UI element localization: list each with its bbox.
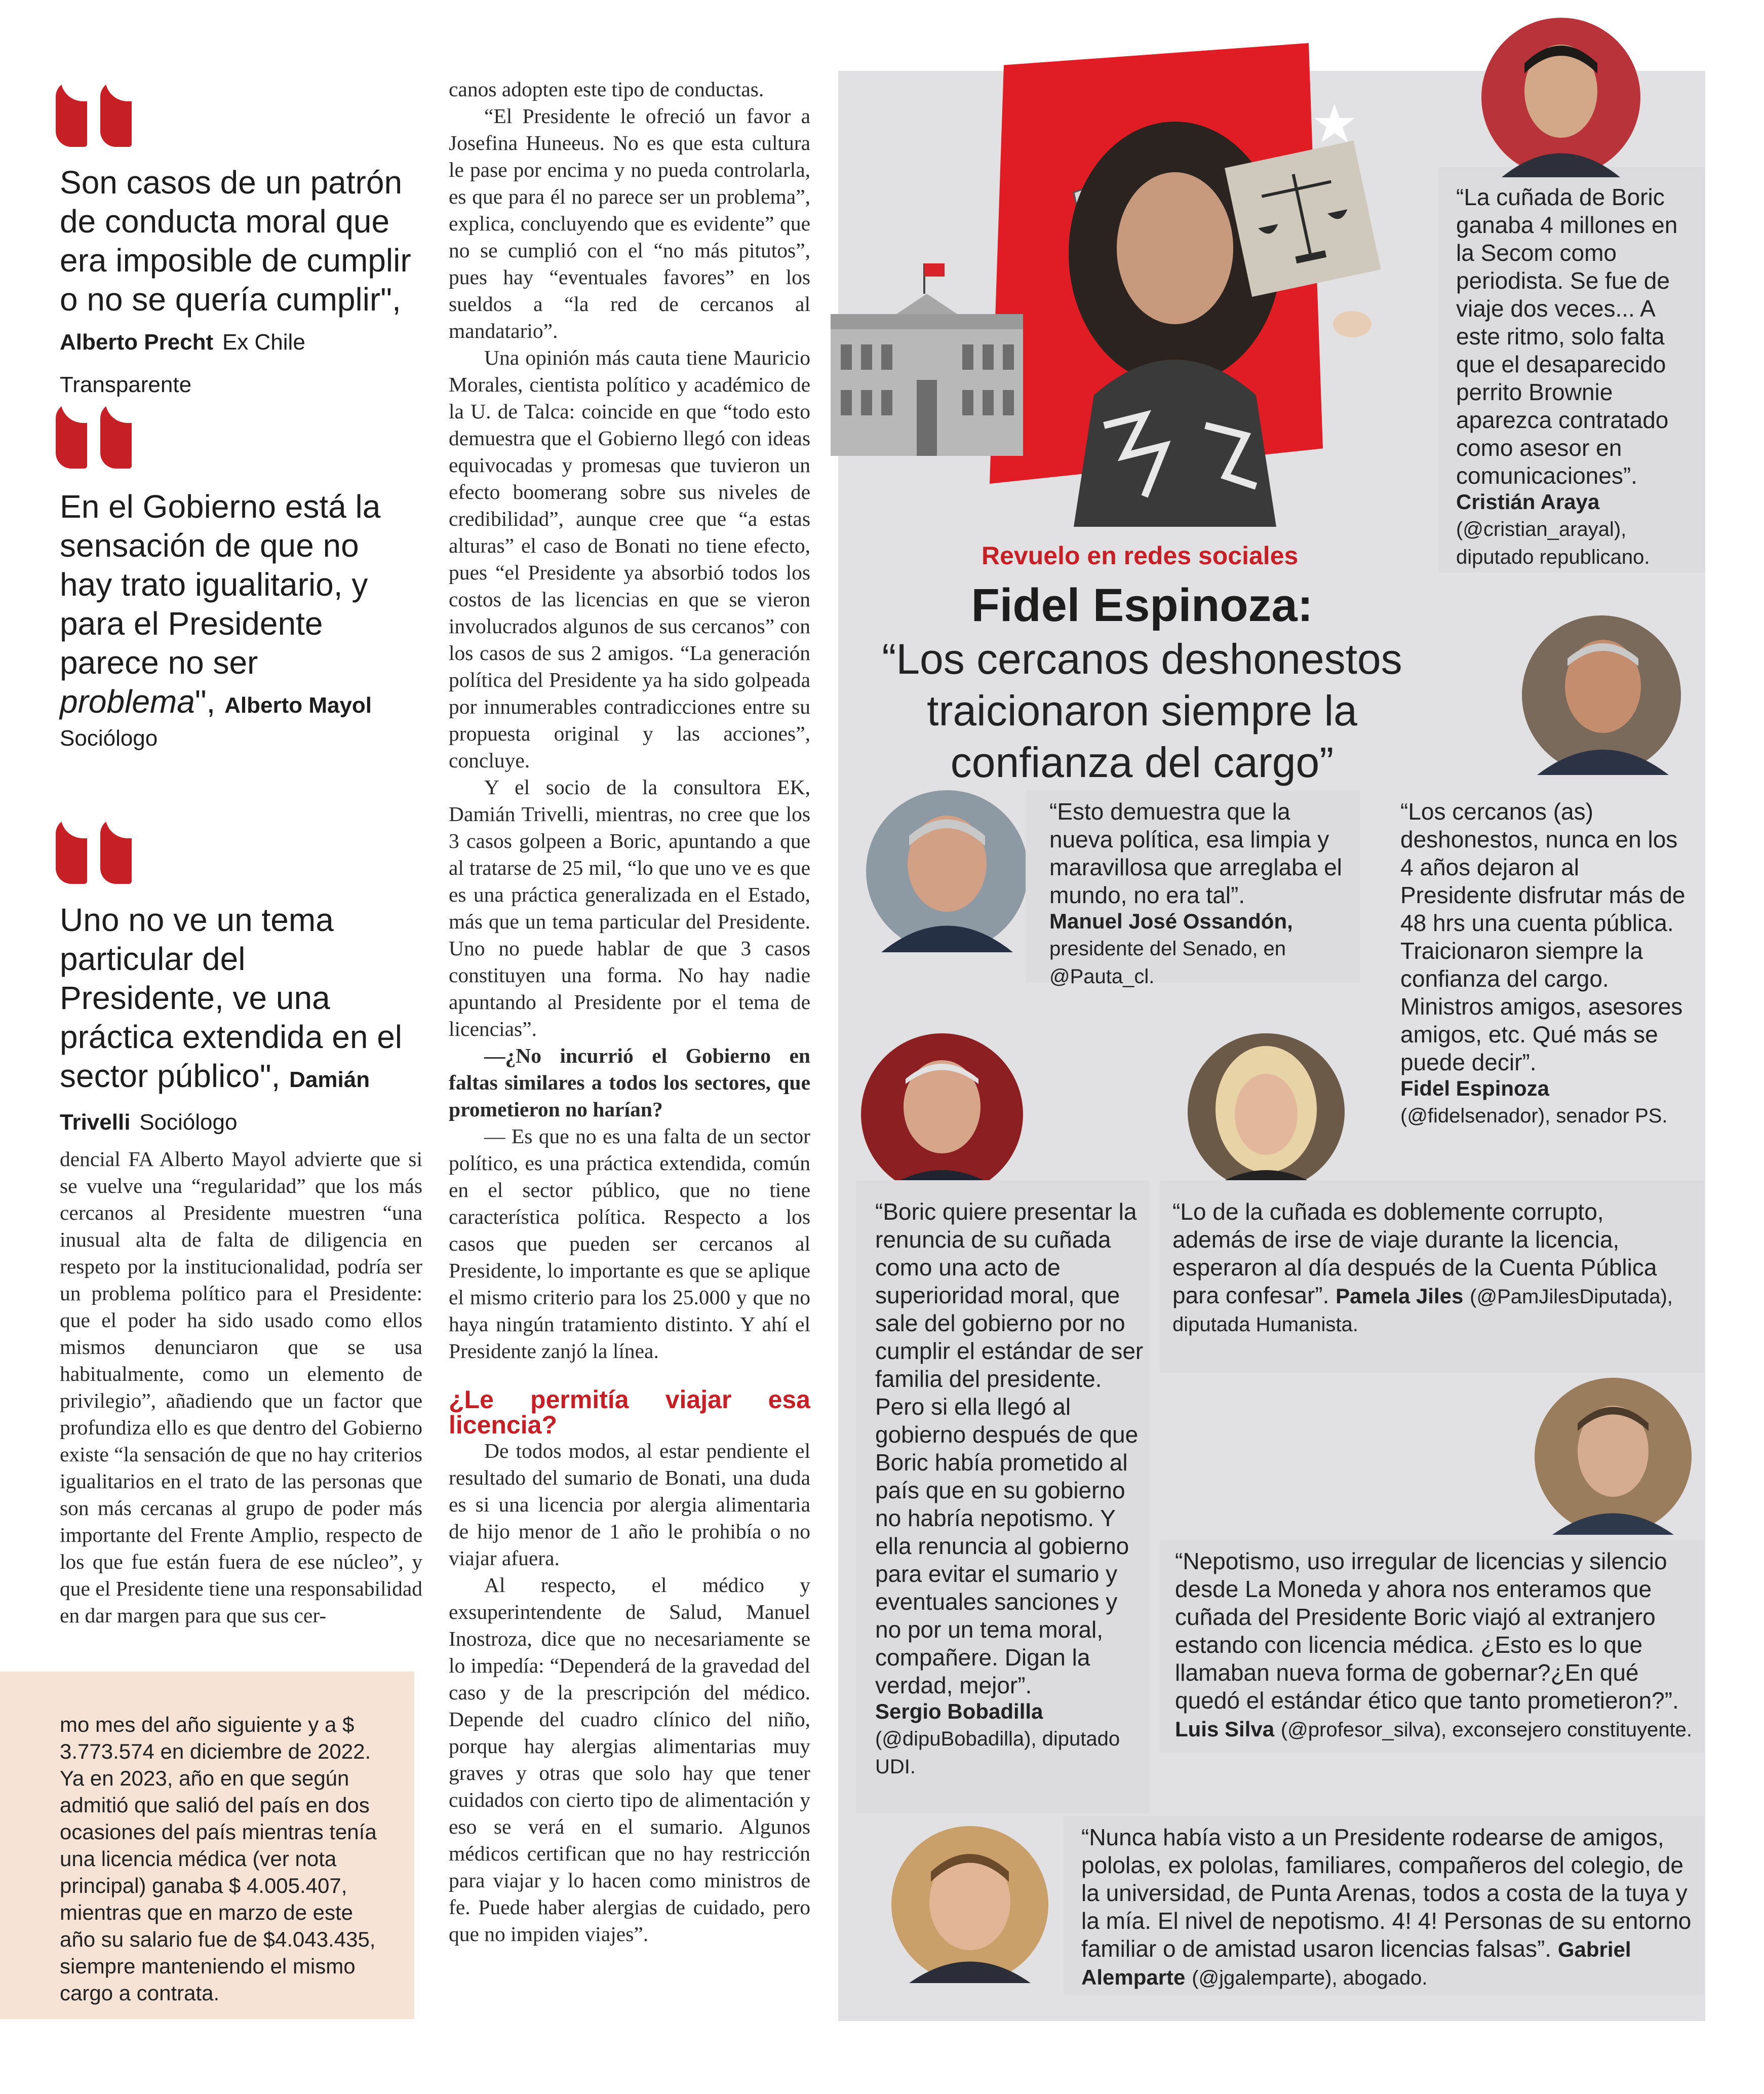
- quote-gabriel-alemparte: “Nunca había visto a un Presidente rodearse de amigos, pololas, ex pololas, familiares, compañeros del colegio, de la universidad, de Punta Arenas, todos a costa de la tuya y la mía. El nivel de nepotismo. 4! 4! Personas de su entorno familiar o de amistad usaron licencias falsas”. Gabriel Alemparte (@jgalemparte), abogado.: [1081, 1824, 1692, 1989]
- scales-of-justice-icon: [1225, 141, 1381, 297]
- panel-headline: [851, 577, 1433, 788]
- photo-manuel-jose-ossandon: [866, 790, 1028, 952]
- pull-quote-precht: [60, 163, 414, 401]
- quote-mark-icon: [56, 818, 142, 894]
- pull-quote-author: Alberto Mayol: [224, 693, 372, 718]
- quote-author-role: (@cristian_arayal), diputado republicano.: [1456, 518, 1650, 568]
- quote-author-role: (@jgalemparte), abogado.: [1192, 1967, 1428, 1989]
- quote-author-role: presidente del Senado, en @Pauta_cl.: [1049, 938, 1286, 988]
- quote-author: Luis Silva: [1175, 1717, 1275, 1741]
- pull-quote-role: Sociólogo: [60, 726, 158, 751]
- article-paragraph: Una opinión más cauta tiene Mauricio Morales, cientista político y académico de la U. de Talca: coincide en que “todo esto demuestra que el Gobierno llegó con ideas equivocadas y promesas que tuvieron un efecto boomerang sobre sus niveles de credibilidad”, aunque cree que “a estas alturas” el caso de Bonati no tiene efecto, pues “el Presidente ya absorbió todos los costos de las licencias en que se vieron involucrados algunos de sus cercanos” con los casos de sus 2 amigos. “La generación política del Presidente ya ha sido golpeada por innumerables contradicciones entre su propuesta original y las acciones”, concluye.: [449, 346, 810, 772]
- quote-author: Fidel Espinoza: [1400, 1076, 1550, 1100]
- article-paragraph: — Es que no es una falta de un sector político, es una práctica extendida, común en el sector público, que no tiene característica política. Respecto a los casos que pueden ser cercanos al Presidente, lo importante es que se aplique el mismo criterio para los 25.000 y que no haya ningún tratamiento distinto. Y ahí el Presidente zanjó la línea.: [449, 1124, 810, 1363]
- quote-luis-silva: “Nepotismo, uso irregular de licencias y silencio desde La Moneda y ahora nos enteramos que cuñada del Presidente Boric viajó al extranjero estando con licencia médica. ¿Esto es lo que llamaban nueva forma de gobernar?¿En qué quedó el estándar ético que tanto prometieron?”. Luis Silva (@profesor_silva), exconsejero constituyente.: [1175, 1548, 1692, 1741]
- article-subheading: ¿Le permitía viajar esa licencia?: [449, 1385, 810, 1439]
- sidebar-box-text: mo mes del año siguiente y a $ 3.773.574 en diciembre de 2022. Ya en 2023, año en que según admitió que salió del país en dos ocasiones del país mientras tenía una licencia médica (ver nota principal) ganaba $ 4.005.407, mientras que en marzo de este año su salario fue de $4.043.435, siempre manteniendo el mismo cargo a contrata.: [60, 1713, 377, 2005]
- pull-quote-italic: problema: [60, 683, 195, 720]
- pull-quote-trivelli: [60, 901, 414, 1142]
- photo-cristian-araya: [1481, 18, 1641, 177]
- photo-luis-silva: [1535, 1378, 1692, 1535]
- pull-quote-role: Sociólogo: [139, 1110, 238, 1135]
- quote-manuel-jose-ossandon: “Esto demuestra que la nueva política, esa limpia y maravillosa que arreglaba el mundo, no era tal”. Manuel José Ossandón, presidente del Senado, en @Pauta_cl.: [1049, 798, 1348, 989]
- quote-fidel-espinoza: “Los cercanos (as) deshonestos, nunca en los 4 años dejaron al Presidente disfrutar más de 48 hrs una cuenta pública. Traicionaron siempre la confianza del cargo. Ministros amigos, asesores amigos, etc. Qué más se puede decir”. Fidel Espinoza (@fidelsenador), senador PS.: [1400, 798, 1694, 1129]
- quote-author-role: (@dipuBobadilla), diputado UDI.: [875, 1728, 1120, 1778]
- quote-author: Sergio Bobadilla: [875, 1699, 1043, 1723]
- photo-gabriel-alemparte: [891, 1826, 1048, 1983]
- la-moneda-building: [831, 263, 1023, 456]
- article-paragraph: De todos modos, al estar pendiente el resultado del sumario de Bonati, una duda es si una licencia por alergia alimentaria de hijo menor de 1 año le prohibía o no viajar afuera.: [449, 1439, 810, 1570]
- panel-kicker: Revuelo en redes sociales: [982, 541, 1299, 570]
- pull-quote-role: Ex Chile Transparente: [60, 330, 305, 397]
- hand-illustration: [1333, 311, 1371, 337]
- article-column-1: [60, 1146, 422, 1629]
- photo-pamela-jiles: [1188, 1033, 1345, 1190]
- panel-subtitle: “Los cercanos deshonestos traicionaron siempre la confianza del cargo”: [882, 635, 1402, 786]
- article-paragraph: Al respecto, el médico y exsuperintendente de Salud, Manuel Inostroza, dice que no necesariamente se lo impedía: “Dependerá de la gravedad del caso y de la prescripción del médico. Depende del cuadro clínico del niño, porque hay alergias alimentarias muy graves y otras que solo hay que tener cuidados con cierto tipo de alimentación y eso se verá en el sumario. Algunos médicos certifican que no hay restricción para viajar y lo hacen como ministros de fe. Puede haber alergias de cuidado, pero que no impiden viajes”.: [449, 1573, 810, 1946]
- quote-author-role: (@fidelsenador), senador PS.: [1400, 1105, 1668, 1127]
- starburst-icon: [1314, 104, 1355, 142]
- article-paragraph: “El Presidente le ofreció un favor a Josefina Huneeus. No es que esta cultura le pase por encima y no pueda controlarla, es que para él no parece ser un problema”, explica, concluyendo que es evidente” que no se cumplió con el “no más pitutos”, pues hay “eventuales favores” en los sueldos a “la red de cercanos al mandatario”.: [449, 104, 810, 342]
- pull-quote-author: Alberto Precht: [60, 330, 214, 355]
- photo-sergio-bobadilla: [861, 1033, 1023, 1195]
- panel-title: Fidel Espinoza:: [971, 579, 1313, 631]
- quote-mark-icon: [56, 81, 142, 157]
- quote-author: Pamela Jiles: [1336, 1284, 1464, 1308]
- pull-quote-text: Son casos de un patrón de conducta moral que era imposible de cumplir o no se quería cumplir",: [60, 164, 411, 318]
- quote-author-role: (@PamJilesDiputada), diputada Humanista.: [1172, 1286, 1673, 1336]
- pull-quote-text: En el Gobierno está la sensación de que no hay trato igualitario, y para el Presidente parece no ser: [60, 488, 381, 681]
- photo-fidel-espinoza: [1522, 615, 1681, 775]
- quote-sergio-bobadilla: “Boric quiere presentar la renuncia de su cuñada como una acto de superioridad moral, que sale del gobierno por no cumplir el estándar de ser familia del presidente. Pero si ella llegó al gobierno después de que Boric había prometido al país que en su gobierno no habría nepotismo. Y ella renuncia al gobierno para evitar el sumario y eventuales sanciones y no por un tema moral, compañere. Digan la verdad, mejor”. Sergio Bobadilla (@dipuBobadilla), diputado UDI.: [875, 1198, 1144, 1778]
- quote-author: Cristián Araya: [1456, 490, 1600, 514]
- pull-quote-author: Damián Trivelli: [60, 1067, 370, 1135]
- quote-mark-icon: [56, 403, 142, 479]
- quote-author-role: (@profesor_silva), exconsejero constituyente.: [1280, 1719, 1692, 1741]
- article-paragraph: dencial FA Alberto Mayol advierte que si se vuelve una “regularidad” que los más cercanos al Presidente muestren “una inusual alta de falta de diligencia en respeto por la institucionalidad, podría ser un problema político para el Presidente: que el poder ha sido usado como ellos mismos denunciaron que se usa habitualmente, como un elemento de privilegio”, añadiendo que un factor que profundiza ello es que dentro del Gobierno existe “la sensación de que no hay criterios igualitarios en el trato de las personas que son más cercanas al grupo de poder más importante del Frente Amplio, respecto de los que fue están fuera de ese núcleo”, y que el Presidente tiene una responsabilidad en dar margen para que sus cer-: [60, 1147, 422, 1627]
- collage-illustration: [790, 41, 1418, 537]
- pull-quote-text: Uno no ve un tema particular del Presidente, ve una práctica extendida en el sector público",: [60, 902, 402, 1094]
- article-paragraph: Y el socio de la consultora EK, Damián Trivelli, mientras, no cree que los 3 casos golpeen a Boric, apuntando a que al tratarse de 25 mil, “lo que uno ve es que es una práctica generalizada en el Estado, más que un tema particular del Presidente. Uno no puede hablar de que 3 casos constituyen una forma. No hay nadie apuntando al Presidente por el tema de licencias”.: [449, 775, 810, 1040]
- quote-cristian-araya: “La cuñada de Boric ganaba 4 millones en la Secom como periodista. Se fue de viaje dos veces... A este ritmo, solo falta que el desaparecido perrito Brownie aparezca contratado como asesor en comunicaciones”. Cristián Araya (@cristian_arayal), diputado republicano.: [1456, 183, 1694, 570]
- pull-quote-mayol: En el Gobierno está la sensación de que no hay trato igualitario, y para el Presidente parece no ser problema", Alberto Mayol Sociólogo: [60, 487, 414, 752]
- quote-author: Gabriel Alemparte: [1081, 1937, 1631, 1989]
- interview-question: —¿No incurrió el Gobierno en faltas similares a todos los sectores, que prometieron no harían?: [449, 1044, 810, 1121]
- article-paragraph: canos adopten este tipo de conductas.: [449, 77, 764, 101]
- quote-author: Manuel José Ossandón,: [1049, 909, 1293, 933]
- quote-pamela-jiles: “Lo de la cuñada es doblemente corrupto, además de irse de viaje durante la licencia, esperaron al día después de la Cuenta Pública para confesar”. Pamela Jiles (@PamJilesDiputada), diputada Humanista.: [1172, 1198, 1673, 1336]
- article-column-2: [449, 76, 810, 1948]
